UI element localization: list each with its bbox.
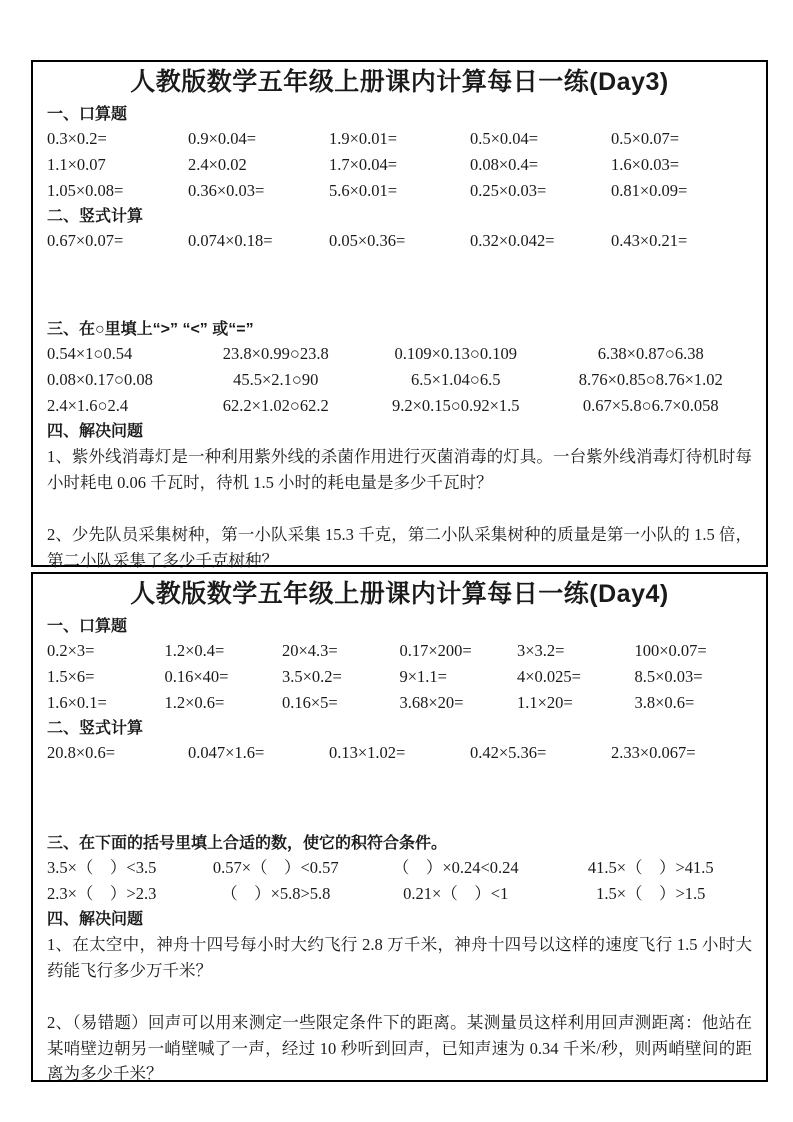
expression-item: 0.67×0.07= (47, 231, 124, 250)
expression-item: 0.16×5= (282, 693, 338, 712)
vertical-row (47, 740, 752, 766)
expression-item: 0.17×200= (399, 641, 472, 660)
expression-item: 20.8×0.6= (47, 743, 116, 762)
expression-item: 5.6×0.01= (329, 181, 398, 200)
worksheet-day3 (31, 60, 768, 570)
expression-item: 0.08×0.4= (470, 155, 539, 174)
page-title: 人教版数学五年级上册课内计算每日一练(Day4) (130, 580, 669, 608)
expression-item: 9×1.1= (399, 667, 447, 686)
expression-item: 45.5×2.1○90 (233, 370, 319, 389)
expression-item: 0.57×（ ）<0.57 (212, 858, 339, 877)
section-heading-problems: 四、解决问题 (47, 911, 144, 928)
expression-item: 1.2×0.6= (164, 693, 225, 712)
expression-item: 3.5×0.2= (282, 667, 342, 686)
expression-item: 0.67×5.8○6.7×0.058 (582, 396, 719, 415)
expression-item: 1.5×（ ）>1.5 (596, 884, 706, 903)
expression-item: 1.1×0.07 (47, 155, 106, 174)
expression-item: 2.3×（ ）>2.3 (47, 884, 157, 903)
expression-item: 0.32×0.042= (470, 231, 555, 250)
expression-item: 0.047×1.6= (188, 743, 265, 762)
section-heading-vertical: 二、竖式计算 (47, 208, 144, 225)
expression-item: 0.13×1.02= (329, 743, 406, 762)
expression-item: 0.074×0.18= (188, 231, 273, 250)
oral-row (47, 178, 752, 204)
expression-item: 3×3.2= (517, 641, 565, 660)
expression-item: 0.05×0.36= (329, 231, 406, 250)
expression-item: 0.3×0.2= (47, 129, 107, 148)
problem-paragraph: 1、紫外线消毒灯是一种利用紫外线的杀菌作用进行灭菌消毒的灯具。一台紫外线消毒灯待机时每小时耗电 0.06 千瓦时，待机 1.5 小时的耗电量是多少千瓦时？ (47, 447, 752, 492)
expression-item: 6.5×1.04○6.5 (411, 370, 501, 389)
section-heading-compare: 三、在○里填上“>” “<” 或“=” (47, 321, 254, 338)
expression-item: 1.9×0.01= (329, 129, 398, 148)
page-title: 人教版数学五年级上册课内计算每日一练(Day3) (130, 68, 669, 96)
section-heading-oral: 一、口算题 (47, 618, 128, 635)
oral-row (47, 126, 752, 152)
expression-item: 2.4×1.6○2.4 (47, 396, 129, 415)
problem-paragraph: 1、在太空中，神舟十四号每小时大约飞行 2.8 万千米，神舟十四号以这样的速度飞行 1.5 小时大药能飞行多少万千米？ (47, 935, 752, 980)
expression-item: 1.2×0.4= (164, 641, 225, 660)
expression-item: 62.2×1.02○62.2 (222, 396, 329, 415)
expression-item: 0.42×5.36= (470, 743, 547, 762)
expression-item: 1.05×0.08= (47, 181, 124, 200)
expression-item: 1.1×20= (517, 693, 573, 712)
problem-paragraph: 2、少先队员采集树种，第一小队采集 15.3 千克，第二小队采集树种的质量是第一小队的 1.5 倍，第二小队采集了多少千克树种？ (47, 525, 753, 570)
section-heading-fill-bracket: 三、在下面的括号里填上合适的数，使它的积符合条件。 (47, 835, 448, 852)
expression-item: 100×0.07= (634, 641, 707, 660)
expression-item: 0.36×0.03= (188, 181, 265, 200)
expression-item: 0.25×0.03= (470, 181, 547, 200)
section-heading-problems: 四、解决问题 (47, 423, 144, 440)
expression-item: 1.7×0.04= (329, 155, 398, 174)
expression-item: 0.21×（ ）<1 (403, 884, 509, 903)
expression-item: 0.2×3= (47, 641, 95, 660)
expression-item: 0.5×0.07= (611, 129, 680, 148)
oral-row (47, 664, 752, 690)
section-heading-oral: 一、口算题 (47, 106, 128, 123)
oral-row (47, 152, 752, 178)
compare-row (47, 367, 752, 393)
expression-item: 1.6×0.03= (611, 155, 680, 174)
expression-item: 8.5×0.03= (634, 667, 703, 686)
expression-item: 6.38×0.87○6.38 (597, 344, 704, 363)
expression-item: 2.4×0.02 (188, 155, 247, 174)
expression-item: 3.8×0.6= (634, 693, 695, 712)
problem-paragraph: 2、（易错题）回声可以用来测定一些限定条件下的距离。某测量员这样利用回声测距离：他站在某哨壁边朝另一峭壁喊了一声，经过 10 秒听到回声，已知声速为 0.34 千米/秒，则两峭壁间的距离为多少千米？ (47, 1013, 752, 1083)
expression-item: 2.33×0.067= (611, 743, 696, 762)
expression-item: 23.8×0.99○23.8 (222, 344, 329, 363)
expression-item: 1.6×0.1= (47, 693, 107, 712)
expression-item: （ ）×5.8>5.8 (221, 884, 331, 903)
expression-item: 4×0.025= (517, 667, 581, 686)
bracket-row (47, 881, 752, 907)
expression-item: 0.5×0.04= (470, 129, 539, 148)
section-heading-vertical: 二、竖式计算 (47, 720, 144, 737)
expression-item: 3.5×（ ）<3.5 (47, 858, 157, 877)
expression-item: 0.43×0.21= (611, 231, 688, 250)
expression-item: 0.54×1○0.54 (47, 344, 133, 363)
expression-item: （ ）×0.24<0.24 (392, 858, 519, 877)
vertical-row (47, 228, 752, 254)
expression-item: 20×4.3= (282, 641, 338, 660)
oral-row (47, 638, 752, 664)
expression-item: 1.5×6= (47, 667, 95, 686)
compare-row (47, 341, 752, 367)
expression-item: 8.76×0.85○8.76×1.02 (578, 370, 723, 389)
expression-item: 41.5×（ ）>41.5 (587, 858, 714, 877)
expression-item: 0.81×0.09= (611, 181, 688, 200)
oral-row (47, 690, 752, 716)
expression-item: 0.109×0.13○0.109 (394, 344, 517, 363)
compare-row (47, 393, 752, 419)
expression-item: 3.68×20= (399, 693, 464, 712)
expression-item: 0.16×40= (164, 667, 229, 686)
expression-item: 9.2×0.15○0.92×1.5 (391, 396, 520, 415)
worksheet-day4 (31, 572, 768, 1082)
expression-item: 0.9×0.04= (188, 129, 257, 148)
expression-item: 0.08×0.17○0.08 (47, 370, 153, 389)
bracket-row (47, 855, 752, 881)
